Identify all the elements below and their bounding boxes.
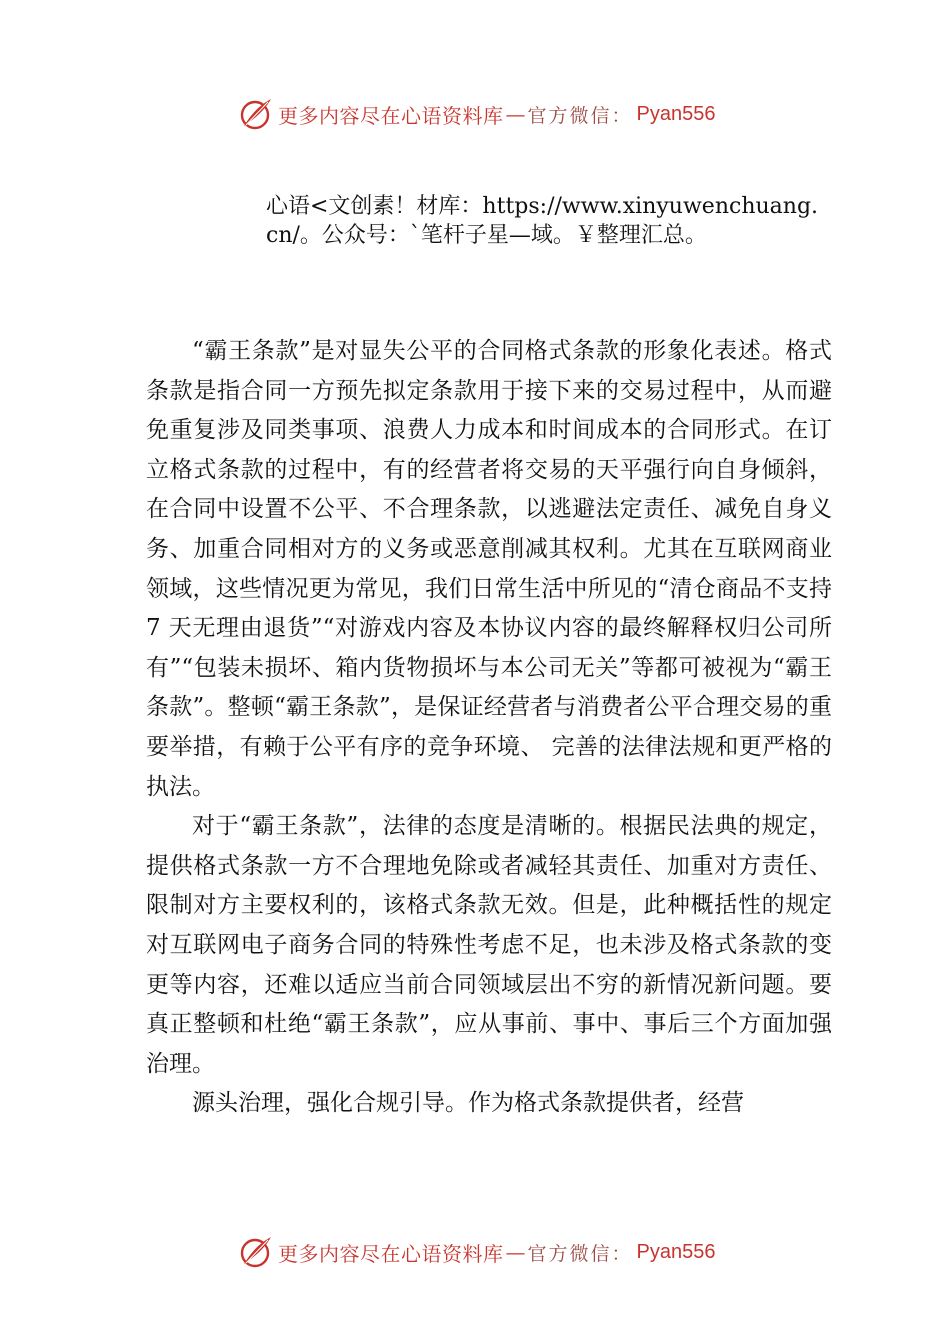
- paragraph: “霸王条款”是对显失公平的合同格式条款的形象化表述。格式条款是指合同一方预先拟定条款用于接下来的交易过程中，从而避免重复涉及同类事项、浪费人力成本和时间成本的合同形式。在订立格式条款的过程中，有的经营者将交易的天平强行向自身倾斜，在合同中设置不公平、不合理条款，以逃避法定责任、减免自身义务、加重合同相对方的义务或恶意削减其权利。尤其在互联网商业领域，这些情况更为常见，我们日常生活中所见的“清仓商品不支持 7 天无理由退货”“对游戏内容及本协议内容的最终解释权归公司所有”“包装未损坏、箱内货物损坏与本公司无关”等都可被视为“霸王条款”。整顿“霸王条款”，是保证经营者与消费者公平合理交易的重要举措，有赖于公平有序的竞争环境、 完善的法律法规和更严格的执法。: [146, 338, 832, 800]
- banner-dash: —: [505, 102, 526, 126]
- paragraph: 对于“霸王条款”，法律的态度是清晰的。根据民法典的规定，提供格式条款一方不合理地免除或者减轻其责任、加重对方责任、限制对方主要权利的，该格式条款无效。但是，此种概括性的规定对互联网电子商务合同的特殊性考虑不足，也未涉及格式条款的变更等内容，还难以适应当前合同领域层出不穷的新情况新问题。要真正整顿和杜绝“霸王条款”，应从事前、事中、事后三个方面加强治理。: [146, 813, 832, 1077]
- source-note: 心语<文创素！材库：https://www.xinyuwenchuang.cn/。公众号：`笔杆子星—域。￥整理汇总。: [266, 194, 819, 248]
- banner-wechat-id: Pyan556: [636, 102, 716, 125]
- header-banner: [238, 94, 715, 134]
- paragraph: 源头治理，强化合规引导。作为格式条款提供者，经营: [192, 1090, 744, 1117]
- banner-wechat-label: 官方微信：: [527, 1242, 633, 1265]
- banner-main-text: 更多内容尽在心语资料库: [278, 103, 504, 128]
- footer-banner: [238, 1232, 715, 1272]
- banner-wechat-id: Pyan556: [636, 1240, 716, 1263]
- banner-main-text: 更多内容尽在心语资料库: [278, 1241, 504, 1266]
- article-body: [146, 332, 832, 1124]
- banner-wechat-label: 官方微信：: [527, 104, 633, 127]
- banner-dash: —: [505, 1240, 526, 1264]
- quill-pen-logo-icon: [238, 1234, 274, 1270]
- quill-pen-logo-icon: [238, 96, 274, 132]
